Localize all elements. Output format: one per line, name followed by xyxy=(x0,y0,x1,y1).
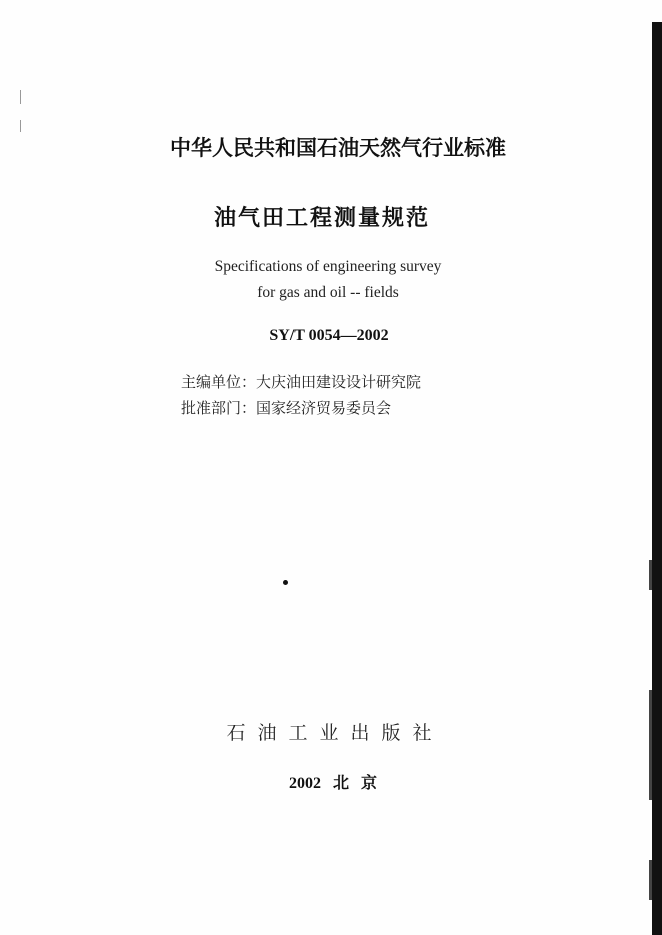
binding-speckle xyxy=(649,560,652,590)
center-dot-mark xyxy=(283,580,288,585)
industry-standard-heading: 中华人民共和国石油天然气行业标准 xyxy=(170,136,506,160)
left-margin-mark xyxy=(20,120,21,132)
publication-year-place: 2002 北 京 xyxy=(288,775,377,792)
binding-speckle xyxy=(649,860,652,900)
publisher-name: 石油工业出版社 xyxy=(226,722,444,744)
document-title-english-line-1: Specifications of engineering survey xyxy=(214,258,442,275)
left-margin-mark xyxy=(20,90,21,104)
document-title-chinese: 油气田工程测量规范 xyxy=(213,206,430,231)
approval-department: 批准部门：国家经济贸易委员会 xyxy=(181,399,392,417)
standard-code: SY/T 0054—2002 xyxy=(269,327,389,344)
document-title-english-line-2: for gas and oil -- fields xyxy=(257,284,399,301)
editor-unit: 主编单位：大庆油田建设设计研究院 xyxy=(181,373,422,391)
